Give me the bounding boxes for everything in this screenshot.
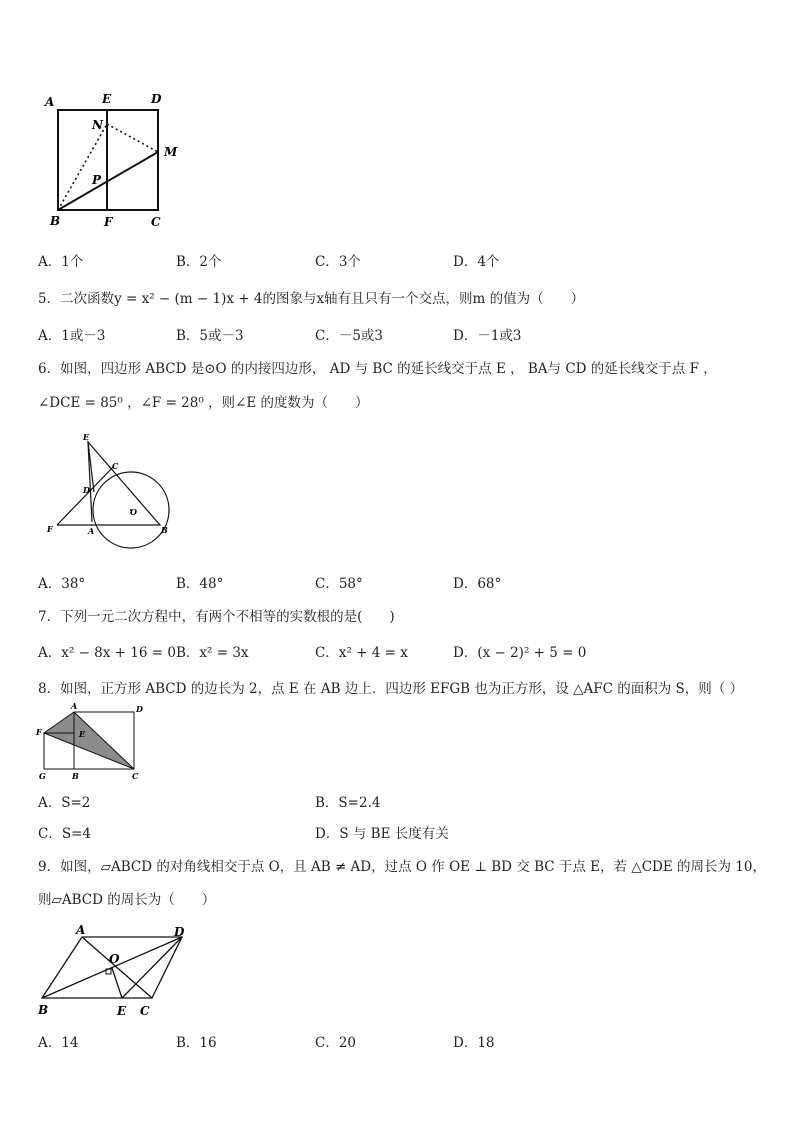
q8-option-c: C．S=4 bbox=[38, 826, 91, 842]
figure-q8-squares bbox=[34, 700, 154, 785]
label-d: D bbox=[136, 704, 143, 714]
label-b: B bbox=[50, 214, 61, 228]
q9-question-line1: 9．如图，▱ABCD 的对角线相交于点 O，且 AB ≠ AD，过点 O 作 OE ⊥ BD 交 BC 于点 E，若 △CDE 的周长为 10， bbox=[38, 859, 766, 875]
q5-question: 5．二次函数y = x² − (m − 1)x + 4的图象与x轴有且只有一个交点，则m 的值为（ ） bbox=[38, 291, 585, 307]
label-d: D bbox=[151, 92, 162, 106]
q9-option-c: C．20 bbox=[315, 1035, 357, 1051]
label-a: A bbox=[76, 923, 86, 937]
q8-option-a: A．S=2 bbox=[38, 795, 91, 811]
q4-option-d: D．4个 bbox=[453, 254, 500, 270]
q5-option-a: A．1或－3 bbox=[38, 328, 106, 344]
q7-option-c: C．x² + 4 = x bbox=[315, 645, 408, 661]
label-b: B bbox=[72, 771, 79, 781]
label-a: A bbox=[88, 526, 95, 536]
label-b: B bbox=[161, 525, 168, 535]
label-c: C bbox=[140, 1004, 150, 1018]
label-b: B bbox=[38, 1003, 49, 1017]
q9-option-b: B．16 bbox=[176, 1035, 217, 1051]
q5-option-b: B．5或－3 bbox=[176, 328, 244, 344]
q7-option-b: B．x² = 3x bbox=[176, 645, 249, 661]
label-o: O bbox=[109, 952, 120, 966]
label-n: N bbox=[92, 118, 103, 132]
label-a: A bbox=[45, 95, 55, 109]
figure-q6-circle bbox=[42, 430, 177, 550]
q6-option-d: D．68° bbox=[453, 576, 502, 592]
label-e: E bbox=[117, 1004, 127, 1018]
label-e: E bbox=[102, 92, 112, 106]
label-f: F bbox=[104, 215, 113, 229]
label-o: O bbox=[130, 507, 137, 517]
q8-question: 8．如图，正方形 ABCD 的边长为 2，点 E 在 AB 边上．四边形 EFGB 也为正方形，设 △AFC 的面积为 S，则（ ） bbox=[38, 681, 744, 697]
label-a: A bbox=[71, 701, 78, 711]
q5-option-d: D．－1或3 bbox=[453, 328, 522, 344]
figure-q4-square bbox=[40, 88, 190, 238]
q8-option-b: B．S=2.4 bbox=[315, 795, 381, 811]
q9-option-a: A．14 bbox=[38, 1035, 79, 1051]
label-g: G bbox=[39, 771, 46, 781]
label-d: D bbox=[83, 485, 90, 495]
q4-option-a: A．1个 bbox=[38, 254, 84, 270]
q5-option-c: C．－5或3 bbox=[315, 328, 384, 344]
label-d: D bbox=[174, 925, 185, 939]
q4-option-c: C．3个 bbox=[315, 254, 361, 270]
q8-option-d: D．S 与 BE 长度有关 bbox=[315, 826, 449, 842]
q7-question: 7．下列一元二次方程中，有两个不相等的实数根的是( ) bbox=[38, 609, 395, 625]
q4-option-b: B．2个 bbox=[176, 254, 222, 270]
q6-question-line2: ∠DCE = 85⁰ ，∠F = 28⁰ ，则∠E 的度数为（ ） bbox=[38, 395, 369, 411]
q9-question-line2: 则▱ABCD 的周长为（ ） bbox=[38, 892, 216, 908]
label-c: C bbox=[132, 771, 139, 781]
q6-option-c: C．58° bbox=[315, 576, 363, 592]
figure-q9-parallelogram bbox=[34, 920, 194, 1020]
label-f: F bbox=[36, 727, 42, 737]
label-e: E bbox=[79, 729, 86, 739]
q6-option-a: A．38° bbox=[38, 576, 86, 592]
label-p: P bbox=[92, 173, 102, 187]
label-f: F bbox=[47, 524, 53, 534]
q7-option-d: D．(x − 2)² + 5 = 0 bbox=[453, 645, 587, 661]
label-c: C bbox=[112, 461, 119, 471]
label-e: E bbox=[83, 432, 90, 442]
q6-option-b: B．48° bbox=[176, 576, 224, 592]
q6-question-line1: 6．如图，四边形 ABCD 是⊙O 的内接四边形， AD 与 BC 的延长线交于点 E ， BA与 CD 的延长线交于点 F ， bbox=[38, 361, 717, 377]
label-m: M bbox=[164, 145, 178, 159]
q9-option-d: D．18 bbox=[453, 1035, 495, 1051]
label-c: C bbox=[151, 215, 161, 229]
q7-option-a: A．x² − 8x + 16 = 0 bbox=[38, 645, 176, 661]
